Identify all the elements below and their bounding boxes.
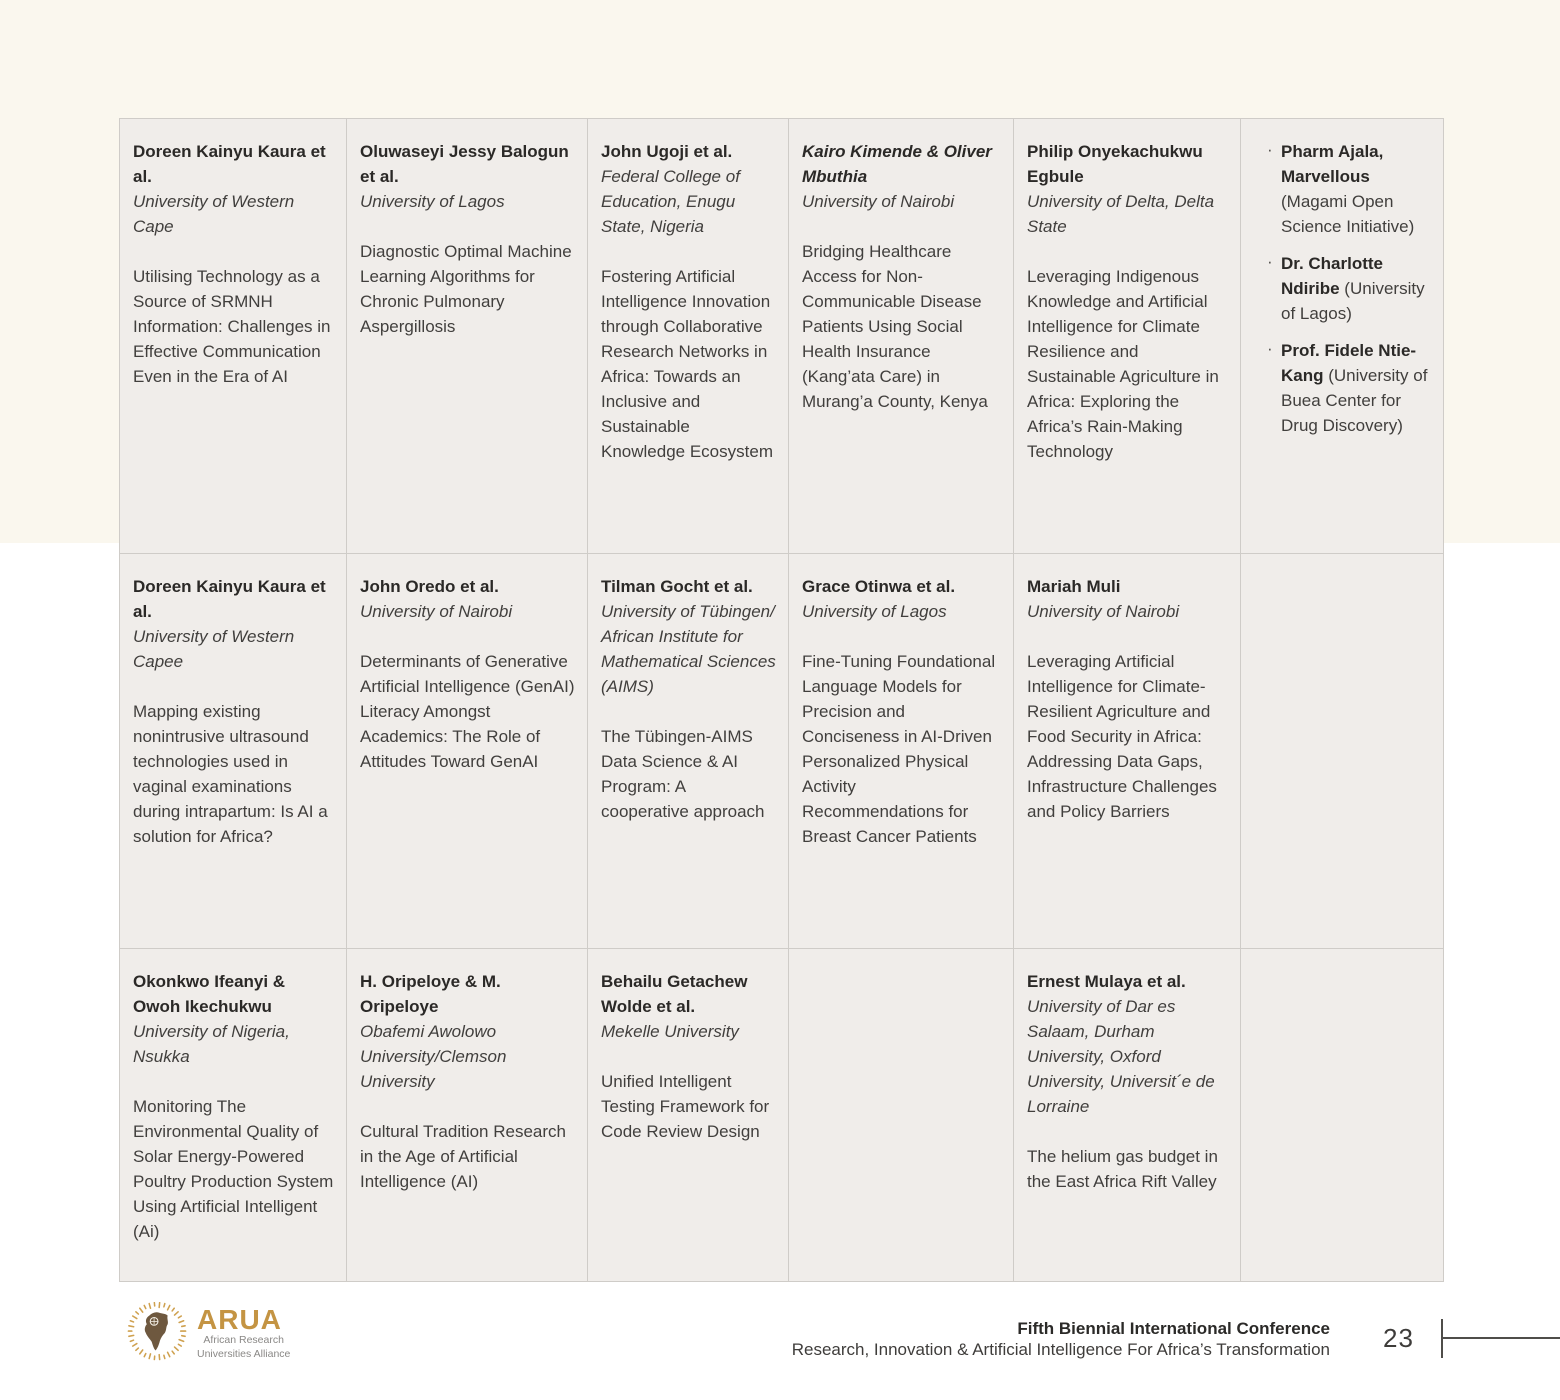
presenter-name: Behailu Getachew Wolde et al. <box>601 972 748 1016</box>
speaker-name: Prof. Fidele Ntie-Kang <box>1281 341 1417 385</box>
conference-title: Fifth Biennial International Conference <box>1017 1319 1330 1338</box>
session-cell <box>789 119 1014 554</box>
session-cell <box>1241 554 1443 949</box>
arua-sun-africa-icon <box>126 1302 188 1364</box>
presenter-affiliation: University of Western Cape <box>133 192 295 236</box>
presenter-name: Mariah Muli <box>1027 577 1121 596</box>
arua-logo-text <box>197 1305 290 1362</box>
presenter-affiliation: University of Nairobi <box>1027 602 1180 621</box>
conference-subtitle: Research, Innovation & Artificial Intelligence For Africa’s Transformation <box>791 1340 1330 1359</box>
session-cell <box>347 554 588 949</box>
presenter-name: Ernest Mulaya et al. <box>1027 972 1186 991</box>
presenter-name: Okonkwo Ifeanyi & Owoh Ikechukwu <box>133 972 286 1016</box>
presenter-affiliation: Mekelle University <box>601 1022 739 1041</box>
paper-title: Leveraging Artificial Intelligence for Climate-Resilient Agriculture and Food Security in Africa: Addressing Data Gaps, Infrastructure Challenges and Policy Barriers <box>1027 652 1217 821</box>
presenter-affiliation: University of Nairobi <box>360 602 513 621</box>
session-cell <box>347 949 588 1281</box>
arua-subtitle-line1: African Research <box>203 1334 284 1347</box>
paper-title: The Tübingen-AIMS Data Science & AI Program: A cooperative approach <box>601 727 765 821</box>
session-cell <box>588 119 789 554</box>
session-cell <box>789 949 1014 1281</box>
speaker-affiliation: (University of Lagos) <box>1281 279 1425 323</box>
presenter-affiliation: University of Lagos <box>802 602 947 621</box>
arua-wordmark: ARUA <box>197 1303 282 1335</box>
presenter-name: John Oredo et al. <box>360 577 499 596</box>
conference-program-table <box>119 118 1444 1282</box>
session-cell <box>1014 949 1241 1281</box>
presenter-name: H. Oripeloye & M. Oripeloye <box>360 972 501 1016</box>
session-cell <box>588 554 789 949</box>
presenter-affiliation: University of Tübingen/ African Institute for Mathematical Sciences (AIMS) <box>601 602 776 696</box>
session-cell <box>347 119 588 554</box>
paper-title: Unified Intelligent Testing Framework for Code Review Design <box>601 1072 770 1141</box>
paper-title: The helium gas budget in the East Africa Rift Valley <box>1027 1147 1218 1191</box>
presenter-name: Grace Otinwa et al. <box>802 577 956 596</box>
session-cell <box>1014 554 1241 949</box>
paper-title: Mapping existing nonintrusive ultrasound technologies used in vaginal examinations during intrapartum: Is AI a solution for Africa? <box>133 702 328 846</box>
speaker-item <box>1254 251 1431 326</box>
paper-title: Determinants of Generative Artificial Intelligence (GenAI) Literacy Amongst Academics: The Role of Attitudes Toward GenAI <box>360 652 575 771</box>
speaker-affiliation: (Magami Open Science Initiative) <box>1281 192 1415 236</box>
session-cell <box>1241 119 1443 554</box>
paper-title: Fostering Artificial Intelligence Innovation through Collaborative Research Networks in Africa: Towards an Inclusive and Sustainable Knowledge Ecosystem <box>601 267 773 461</box>
page-number: 23 <box>1383 1323 1414 1353</box>
presenter-name: John Ugoji et al. <box>601 142 733 161</box>
session-cell <box>120 949 347 1281</box>
page-number-bracket-horizontal <box>1441 1337 1560 1339</box>
bullet-icon: · <box>1267 140 1273 159</box>
paper-title: Cultural Tradition Research in the Age of Artificial Intelligence (AI) <box>360 1122 566 1191</box>
session-cell <box>1014 119 1241 554</box>
presenter-name: Kairo Kimende & Oliver Mbuthia <box>802 142 992 186</box>
arua-logo <box>126 1302 290 1364</box>
paper-title: Utilising Technology as a Source of SRMNH Information: Challenges in Effective Communication Even in the Era of AI <box>133 267 331 386</box>
speaker-name: Pharm Ajala, Marvellous <box>1281 142 1384 186</box>
paper-title: Fine-Tuning Foundational Language Models for Precision and Conciseness in AI-Driven Personalized Physical Activity Recommendations for Breast Cancer Patients <box>802 652 996 846</box>
paper-title: Bridging Healthcare Access for Non-Communicable Disease Patients Using Social Health Insurance (Kang’ata Care) in Murang’a County, Kenya <box>802 242 988 411</box>
presenter-affiliation: University of Lagos <box>360 192 505 211</box>
presenter-name: Oluwaseyi Jessy Balogun et al. <box>360 142 569 186</box>
session-cell <box>588 949 789 1281</box>
paper-title: Diagnostic Optimal Machine Learning Algorithms for Chronic Pulmonary Aspergillosis <box>360 242 572 336</box>
presenter-affiliation: University of Delta, Delta State <box>1027 192 1215 236</box>
speaker-name: Dr. Charlotte Ndiribe <box>1281 254 1384 298</box>
presenter-affiliation: University of Western Capee <box>133 627 295 671</box>
presenter-name: Tilman Gocht et al. <box>601 577 753 596</box>
presenter-affiliation: Obafemi Awolowo University/Clemson University <box>360 1022 507 1091</box>
session-cell <box>1241 949 1443 1281</box>
speaker-affiliation: (University of Buea Center for Drug Discovery) <box>1281 366 1428 435</box>
session-cell <box>789 554 1014 949</box>
presenter-affiliation: University of Nigeria, Nsukka <box>133 1022 290 1066</box>
bullet-icon: · <box>1267 339 1273 358</box>
presenter-affiliation: Federal College of Education, Enugu State, Nigeria <box>601 167 740 236</box>
presenter-name: Doreen Kainyu Kaura et al. <box>133 577 326 621</box>
footer-conference-block <box>792 1318 1330 1360</box>
bullet-icon: · <box>1267 252 1273 271</box>
session-cell <box>120 119 347 554</box>
session-cell <box>120 554 347 949</box>
presenter-name: Doreen Kainyu Kaura et al. <box>133 142 326 186</box>
presenter-affiliation: University of Nairobi <box>802 192 955 211</box>
presenter-affiliation: University of Dar es Salaam, Durham University, Oxford University, Universit´e de Lorraine <box>1027 997 1215 1116</box>
speaker-item <box>1254 338 1431 438</box>
arua-subtitle-line2: Universities Alliance <box>197 1347 291 1360</box>
speaker-item <box>1254 139 1431 239</box>
presenter-name: Philip Onyekachukwu Egbule <box>1027 142 1203 186</box>
paper-title: Monitoring The Environmental Quality of Solar Energy-Powered Poultry Production System Using Artificial Intelligent (Ai) <box>133 1097 334 1241</box>
paper-title: Leveraging Indigenous Knowledge and Artificial Intelligence for Climate Resilience and Sustainable Agriculture in Africa: Exploring the Africa’s Rain-Making Technology <box>1027 267 1219 461</box>
